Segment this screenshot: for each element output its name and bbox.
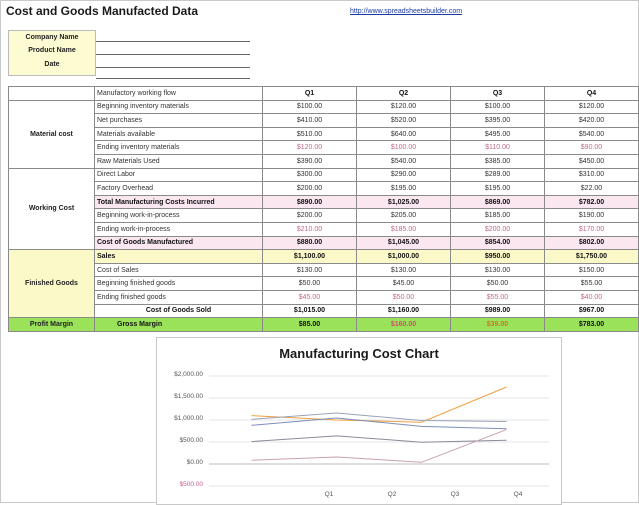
row-label: Ending finished goods xyxy=(95,290,263,304)
line-chart xyxy=(157,338,561,504)
cell[interactable]: $45.00 xyxy=(263,290,357,304)
cell[interactable]: $869.00 xyxy=(451,195,545,209)
row-label: Direct Labor xyxy=(95,168,263,182)
cell[interactable]: $130.00 xyxy=(451,263,545,277)
cell[interactable]: $290.00 xyxy=(357,168,451,182)
table-row xyxy=(9,141,639,155)
y-tick-label: $1,500.00 xyxy=(174,393,203,400)
q2-header: Q2 xyxy=(357,87,451,101)
y-tick-label: $0.00 xyxy=(186,459,203,466)
cell[interactable]: $950.00 xyxy=(451,250,545,264)
section-finished-goods: Finished Goods xyxy=(9,250,95,318)
row-label: Cost of Goods Manufactured xyxy=(95,236,263,250)
cell[interactable]: $640.00 xyxy=(357,127,451,141)
cell[interactable]: $40.00 xyxy=(545,290,639,304)
cell[interactable]: $520.00 xyxy=(357,114,451,128)
cell[interactable]: $385.00 xyxy=(451,154,545,168)
cell[interactable]: $495.00 xyxy=(451,127,545,141)
cell[interactable]: $170.00 xyxy=(545,222,639,236)
cell[interactable]: $1,015.00 xyxy=(263,304,357,318)
y-tick-label: $500.00 xyxy=(179,437,203,444)
cell[interactable]: $160.00 xyxy=(357,318,451,332)
cell[interactable]: $110.00 xyxy=(451,141,545,155)
row-label: Net purchases xyxy=(95,114,263,128)
cell[interactable]: $205.00 xyxy=(357,209,451,223)
table-header-row xyxy=(9,87,639,101)
row-label: Beginning inventory materials xyxy=(95,100,263,114)
table-row-cogs xyxy=(9,304,639,318)
cell[interactable]: $450.00 xyxy=(545,154,639,168)
row-label: Ending work-in-process xyxy=(95,222,263,236)
cell[interactable]: $85.00 xyxy=(263,318,357,332)
cell[interactable]: $390.00 xyxy=(263,154,357,168)
y-tick-label: $500.00 xyxy=(179,481,203,488)
row-label: Beginning work-in-process xyxy=(95,209,263,223)
cell[interactable]: $100.00 xyxy=(451,100,545,114)
row-label: Beginning finished goods xyxy=(95,277,263,291)
table-row xyxy=(9,263,639,277)
cell[interactable]: $1,025.00 xyxy=(357,195,451,209)
table-row-cogm xyxy=(9,236,639,250)
cell[interactable]: $100.00 xyxy=(357,141,451,155)
x-tick-label: Q4 xyxy=(513,491,523,498)
cell[interactable]: $410.00 xyxy=(263,114,357,128)
cell[interactable]: $50.00 xyxy=(357,290,451,304)
cell[interactable]: $120.00 xyxy=(263,141,357,155)
y-tick-label: $2,000.00 xyxy=(174,371,203,378)
table-row xyxy=(9,290,639,304)
cell[interactable]: $289.00 xyxy=(451,168,545,182)
table-row xyxy=(9,182,639,196)
cell[interactable]: $540.00 xyxy=(545,127,639,141)
cell[interactable]: $185.00 xyxy=(357,222,451,236)
table-row xyxy=(9,100,639,114)
row-label: Total Manufacturing Costs Incurred xyxy=(95,195,263,209)
x-tick-label: Q1 xyxy=(324,491,334,498)
cell[interactable]: $510.00 xyxy=(263,127,357,141)
cell[interactable]: $190.00 xyxy=(545,209,639,223)
cell[interactable]: $200.00 xyxy=(263,182,357,196)
row-label: Sales xyxy=(95,250,263,264)
cell[interactable]: $890.00 xyxy=(263,195,357,209)
corner-cell xyxy=(9,87,95,101)
cell[interactable]: $195.00 xyxy=(451,182,545,196)
cell[interactable]: $185.00 xyxy=(451,209,545,223)
section-material-cost: Material cost xyxy=(9,100,95,168)
cell[interactable]: $150.00 xyxy=(545,263,639,277)
table-row xyxy=(9,209,639,223)
product-name-label: Product Name xyxy=(28,47,76,54)
table-row xyxy=(9,114,639,128)
cell[interactable]: $1,750.00 xyxy=(545,250,639,264)
cell[interactable]: $120.00 xyxy=(357,100,451,114)
cell[interactable]: $854.00 xyxy=(451,236,545,250)
cell[interactable]: $967.00 xyxy=(545,304,639,318)
extra-field[interactable] xyxy=(96,78,250,79)
cell[interactable]: $195.00 xyxy=(357,182,451,196)
row-label: Cost of Goods Sold xyxy=(95,304,263,318)
page-title: Cost and Goods Manufacted Data xyxy=(6,4,199,18)
table-row xyxy=(9,277,639,291)
flow-header: Manufactory working flow xyxy=(95,87,263,101)
cell[interactable]: $989.00 xyxy=(451,304,545,318)
x-tick-label: Q3 xyxy=(450,491,460,498)
row-label: Raw Materials Used xyxy=(95,154,263,168)
series-line-4 xyxy=(252,430,507,463)
cell[interactable]: $55.00 xyxy=(545,277,639,291)
q3-header: Q3 xyxy=(451,87,545,101)
cell[interactable]: $200.00 xyxy=(451,222,545,236)
cell[interactable]: $783.00 xyxy=(545,318,639,332)
cell[interactable]: $130.00 xyxy=(263,263,357,277)
cell[interactable]: $1,045.00 xyxy=(357,236,451,250)
cell[interactable]: $1,100.00 xyxy=(263,250,357,264)
cell[interactable]: $45.00 xyxy=(357,277,451,291)
date-label: Date xyxy=(44,61,60,68)
cell[interactable]: $300.00 xyxy=(263,168,357,182)
cell[interactable]: $55.00 xyxy=(451,290,545,304)
cost-table xyxy=(8,86,639,332)
q1-header: Q1 xyxy=(263,87,357,101)
table-row xyxy=(9,127,639,141)
cell[interactable]: $22.00 xyxy=(545,182,639,196)
cell[interactable]: $200.00 xyxy=(263,209,357,223)
cell[interactable]: $100.00 xyxy=(263,100,357,114)
cell[interactable]: $540.00 xyxy=(357,154,451,168)
table-row-gross-margin xyxy=(9,318,639,332)
x-tick-label: Q2 xyxy=(387,491,397,498)
chart-container[interactable] xyxy=(156,337,562,505)
cell[interactable]: $210.00 xyxy=(263,222,357,236)
cell[interactable]: $39.00 xyxy=(451,318,545,332)
row-label: Cost of Sales xyxy=(95,263,263,277)
cell[interactable]: $782.00 xyxy=(545,195,639,209)
section-working-cost: Working Cost xyxy=(9,168,95,250)
cell[interactable]: $420.00 xyxy=(545,114,639,128)
row-label: Factory Overhead xyxy=(95,182,263,196)
cell[interactable]: $1,160.00 xyxy=(357,304,451,318)
cell[interactable]: $50.00 xyxy=(451,277,545,291)
y-tick-label: $1,000.00 xyxy=(174,415,203,422)
cell[interactable]: $50.00 xyxy=(263,277,357,291)
chart-title: Manufacturing Cost Chart xyxy=(279,346,439,361)
cell[interactable]: $90.00 xyxy=(545,141,639,155)
series-line-3 xyxy=(252,436,507,442)
row-label: Gross Margin xyxy=(95,318,263,332)
product-name-field[interactable] xyxy=(96,54,250,55)
company-name-field[interactable] xyxy=(96,41,250,42)
cell[interactable]: $130.00 xyxy=(357,263,451,277)
date-field[interactable] xyxy=(96,67,250,68)
table-row xyxy=(9,222,639,236)
table-row-sales xyxy=(9,250,639,264)
cell[interactable]: $1,000.00 xyxy=(357,250,451,264)
table-row xyxy=(9,154,639,168)
cell[interactable]: $395.00 xyxy=(451,114,545,128)
cell[interactable]: $802.00 xyxy=(545,236,639,250)
cell[interactable]: $310.00 xyxy=(545,168,639,182)
q4-header: Q4 xyxy=(545,87,639,101)
row-label: Ending inventory materials xyxy=(95,141,263,155)
company-name-label: Company Name xyxy=(25,34,79,41)
table-row xyxy=(9,168,639,182)
row-label: Materials available xyxy=(95,127,263,141)
cell[interactable]: $120.00 xyxy=(545,100,639,114)
info-label-box xyxy=(8,30,96,76)
table-row-total-manufacturing xyxy=(9,195,639,209)
cell[interactable]: $880.00 xyxy=(263,236,357,250)
source-link[interactable]: http://www.spreadsheetsbuilder.com xyxy=(350,8,463,15)
section-profit-margin: Profit Margin xyxy=(9,318,95,332)
